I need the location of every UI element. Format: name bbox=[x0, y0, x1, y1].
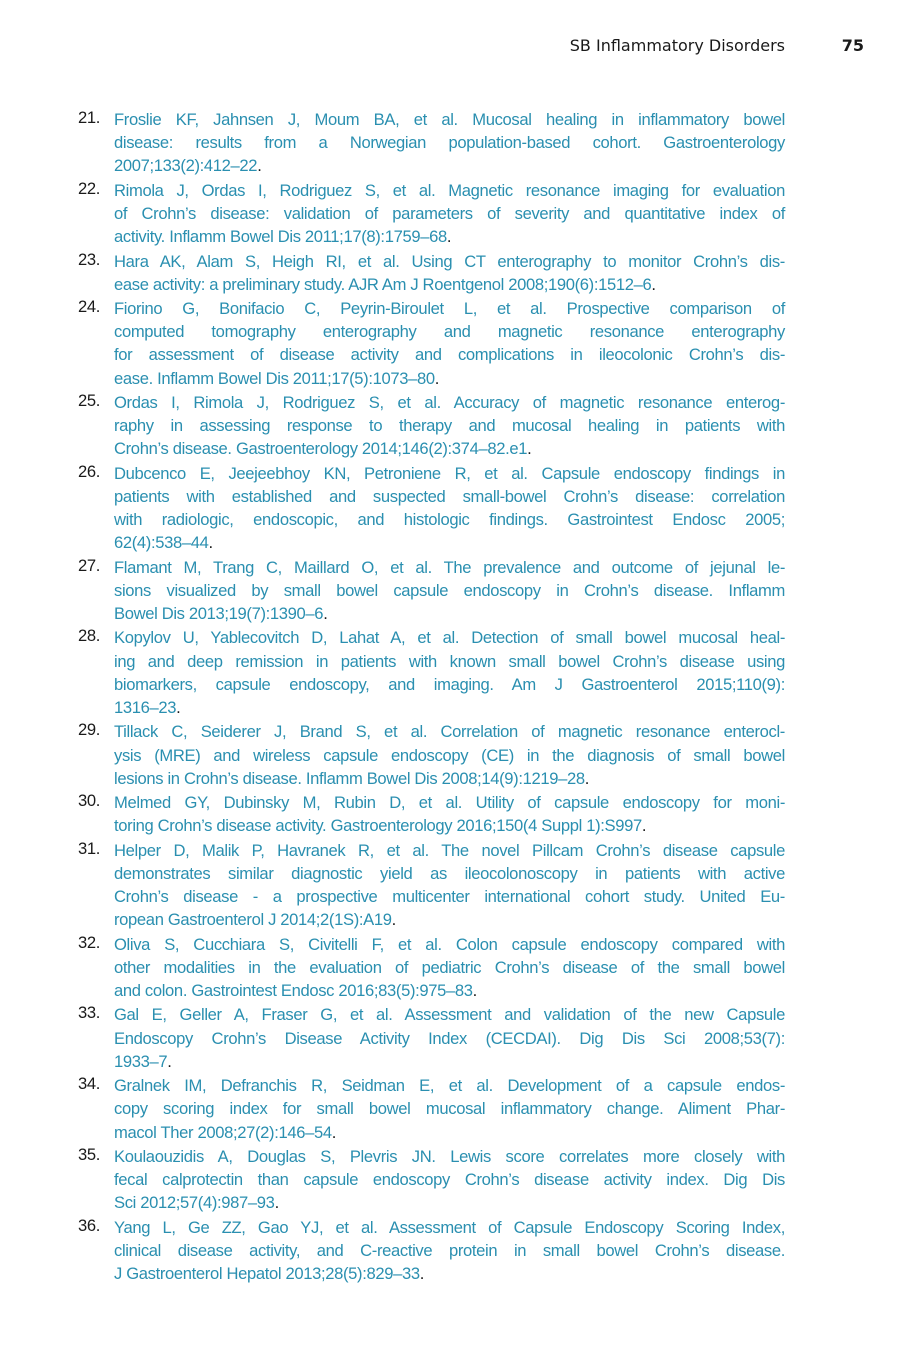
reference-list bbox=[78, 108, 785, 1286]
reference-line bbox=[114, 602, 785, 625]
reference-line-text: ropean Gastroenterol J 2014;2(1S):A19 bbox=[114, 910, 392, 930]
reference-link[interactable] bbox=[114, 839, 785, 932]
reference-item bbox=[78, 791, 785, 837]
reference-line-text: Tillack C, Seiderer J, Brand S, et al. Correlation of magnetic resonance enterocl- bbox=[114, 722, 785, 742]
reference-line-text: toring Crohn’s disease activity. Gastroenterology 2016;150(4 Suppl 1):S997 bbox=[114, 816, 642, 836]
reference-item bbox=[78, 1216, 785, 1286]
reference-line-text: 1933–7 bbox=[114, 1051, 168, 1071]
reference-line-text: 1316–23 bbox=[114, 698, 177, 717]
reference-line bbox=[114, 1168, 785, 1191]
reference-line-text: macol Ther 2008;27(2):146–54 bbox=[114, 1122, 332, 1142]
reference-line-text: disease: results from a Norwegian population-based cohort. Gastroenterology bbox=[114, 133, 785, 153]
reference-line bbox=[114, 485, 785, 508]
reference-link[interactable] bbox=[114, 179, 785, 249]
reference-item bbox=[78, 720, 785, 790]
reference-number: 27. bbox=[78, 555, 101, 575]
reference-line bbox=[114, 1050, 785, 1073]
reference-line bbox=[114, 814, 785, 837]
reference-line bbox=[114, 556, 785, 579]
reference-line-text: Gal E, Geller A, Fraser G, et al. Assessment and validation of the new Capsule bbox=[114, 1005, 785, 1025]
reference-line-text: Koulaouzidis A, Douglas S, Plevris JN. Lewis score correlates more closely with bbox=[114, 1146, 785, 1166]
reference-item bbox=[78, 462, 785, 555]
reference-number: 31. bbox=[78, 838, 101, 858]
reference-number: 36. bbox=[78, 1215, 101, 1235]
reference-line bbox=[114, 250, 785, 273]
reference-line bbox=[114, 1145, 785, 1168]
reference-line bbox=[114, 1121, 785, 1144]
reference-line bbox=[114, 791, 785, 814]
reference-line-text: Bowel Dis 2013;19(7):1390–6 bbox=[114, 604, 324, 624]
reference-line bbox=[114, 108, 785, 131]
reference-link[interactable] bbox=[114, 791, 785, 837]
reference-line bbox=[114, 862, 785, 885]
reference-line bbox=[114, 579, 785, 602]
reference-line bbox=[114, 979, 785, 1002]
reference-link[interactable] bbox=[114, 108, 785, 178]
reference-line-text: Rimola J, Ordas I, Rodriguez S, et al. Magnetic resonance imaging for evaluation bbox=[114, 180, 785, 200]
reference-line bbox=[114, 1003, 785, 1026]
reference-line-text: ing and deep remission in patients with known small bowel Crohn’s disease using bbox=[114, 651, 785, 671]
reference-link[interactable] bbox=[114, 1145, 785, 1215]
reference-number: 24. bbox=[78, 297, 101, 317]
reference-line bbox=[114, 1074, 785, 1097]
reference-line-text: 2007;133(2):412–22 bbox=[114, 156, 258, 176]
reference-line-text: 62(4):538–44 bbox=[114, 533, 209, 553]
reference-line bbox=[114, 273, 785, 296]
reference-line-text: clinical disease activity, and C-reactive protein in small bowel Crohn’s disease. bbox=[114, 1240, 785, 1260]
reference-item bbox=[78, 1145, 785, 1215]
reference-item bbox=[78, 391, 785, 461]
reference-line-text: ease activity: a preliminary study. AJR Am J Roentgenol 2008;190(6):1512–6 bbox=[114, 274, 652, 294]
reference-line-text: patients with established and suspected small-bowel Crohn’s disease: correlation bbox=[114, 486, 785, 506]
reference-number: 21. bbox=[78, 108, 101, 127]
reference-line-text: with radiologic, endoscopic, and histologic findings. Gastrointest Endosc 2005; bbox=[114, 510, 785, 530]
reference-period: . bbox=[641, 816, 647, 836]
reference-period: . bbox=[527, 439, 532, 459]
reference-number: 29. bbox=[78, 720, 101, 740]
reference-line-text: Fiorino G, Bonifacio C, Peyrin-Biroulet L, et al. Prospective comparison of bbox=[114, 299, 785, 319]
reference-line bbox=[114, 1191, 785, 1214]
reference-line bbox=[114, 225, 785, 248]
reference-number: 23. bbox=[78, 249, 101, 269]
reference-line-text: Ordas I, Rimola J, Rodriguez S, et al. Accuracy of magnetic resonance enterog- bbox=[114, 393, 785, 412]
reference-item bbox=[78, 933, 785, 1003]
reference-period: . bbox=[323, 604, 328, 624]
reference-line bbox=[114, 508, 785, 531]
reference-line bbox=[114, 626, 785, 649]
reference-line-text: Sci 2012;57(4):987–93 bbox=[114, 1193, 275, 1213]
reference-line-text: copy scoring index for small bowel mucosal inflammatory change. Aliment Phar- bbox=[114, 1099, 785, 1119]
reference-item bbox=[78, 179, 785, 249]
reference-line-text: lesions in Crohn’s disease. Inflamm Bowel Dis 2008;14(9):1219–28 bbox=[114, 768, 585, 788]
reference-line-text: and colon. Gastrointest Endosc 2016;83(5):975–83 bbox=[114, 981, 473, 1000]
reference-item bbox=[78, 297, 785, 390]
reference-line-text: Gralnek IM, Defranchis R, Seidman E, et al. Development of a capsule endos- bbox=[114, 1076, 785, 1096]
reference-line-text: sions visualized by small bowel capsule endoscopy in Crohn’s disease. Inflamm bbox=[114, 580, 785, 600]
reference-line bbox=[114, 343, 785, 366]
reference-number: 34. bbox=[78, 1074, 101, 1094]
reference-line-text: Froslie KF, Jahnsen J, Moum BA, et al. Mucosal healing in inflammatory bowel bbox=[114, 110, 785, 129]
reference-link[interactable] bbox=[114, 462, 785, 555]
reference-line bbox=[114, 1216, 785, 1239]
reference-line-text: Helper D, Malik P, Havranek R, et al. The novel Pillcam Crohn’s disease capsule bbox=[114, 840, 785, 860]
reference-line-text: Hara AK, Alam S, Heigh RI, et al. Using CT enterography to monitor Crohn’s dis- bbox=[114, 251, 785, 271]
reference-line-text: biomarkers, capsule endoscopy, and imaging. Am J Gastroenterol 2015;110(9): bbox=[114, 674, 785, 694]
reference-link[interactable] bbox=[114, 391, 785, 461]
reference-period: . bbox=[434, 368, 440, 388]
reference-line-text: Crohn’s disease. Gastroenterology 2014;146(2):374–82.e1 bbox=[114, 439, 528, 459]
reference-period: . bbox=[274, 1193, 279, 1213]
reference-link[interactable] bbox=[114, 720, 785, 790]
reference-line bbox=[114, 154, 785, 177]
reference-link[interactable] bbox=[114, 556, 785, 626]
reference-link[interactable] bbox=[114, 1074, 785, 1144]
reference-number: 35. bbox=[78, 1144, 101, 1164]
reference-line-text: Crohn’s disease - a prospective multicenter international cohort study. United Eu- bbox=[114, 887, 785, 907]
reference-item bbox=[78, 250, 785, 296]
reference-line-text: Kopylov U, Yablecovitch D, Lahat A, et al. Detection of small bowel mucosal heal- bbox=[114, 628, 785, 648]
reference-link[interactable] bbox=[114, 1003, 785, 1073]
reference-link[interactable] bbox=[114, 250, 785, 296]
reference-line bbox=[114, 767, 785, 790]
reference-link[interactable] bbox=[114, 1216, 785, 1286]
reference-link[interactable] bbox=[114, 626, 785, 719]
reference-line-text: computed tomography enterography and magnetic resonance enterography bbox=[114, 322, 785, 342]
reference-line bbox=[114, 202, 785, 225]
reference-number: 26. bbox=[78, 461, 101, 481]
reference-period: . bbox=[584, 768, 590, 788]
reference-line bbox=[114, 1027, 785, 1050]
reference-number: 30. bbox=[78, 791, 101, 811]
reference-line bbox=[114, 673, 785, 696]
reference-line bbox=[114, 744, 785, 767]
reference-line bbox=[114, 414, 785, 437]
reference-line bbox=[114, 720, 785, 743]
reference-line-text: Dubcenco E, Jeejeebhoy KN, Petroniene R, et al. Capsule endoscopy findings in bbox=[114, 463, 785, 483]
reference-line bbox=[114, 437, 785, 460]
reference-line bbox=[114, 933, 785, 956]
reference-period: . bbox=[391, 910, 396, 930]
reference-line bbox=[114, 367, 785, 390]
reference-line bbox=[114, 650, 785, 673]
running-header-title: SB Inflammatory Disorders bbox=[569, 36, 785, 55]
reference-period: . bbox=[208, 533, 213, 553]
reference-line bbox=[114, 1262, 785, 1285]
reference-link[interactable] bbox=[114, 933, 785, 1003]
running-header bbox=[0, 36, 900, 60]
reference-line-text: Oliva S, Cucchiara S, Civitelli F, et al. Colon capsule endoscopy compared with bbox=[114, 934, 785, 954]
reference-line bbox=[114, 179, 785, 202]
reference-item bbox=[78, 108, 785, 178]
reference-line bbox=[114, 131, 785, 154]
reference-item bbox=[78, 1003, 785, 1073]
reference-line-text: demonstrates similar diagnostic yield as ileocolonoscopy in patients with active bbox=[114, 863, 785, 883]
reference-line-text: Yang L, Ge ZZ, Gao YJ, et al. Assessment of Capsule Endoscopy Scoring Index, bbox=[114, 1217, 785, 1237]
reference-item bbox=[78, 556, 785, 626]
reference-item bbox=[78, 1074, 785, 1144]
reference-number: 22. bbox=[78, 178, 101, 198]
reference-line bbox=[114, 696, 785, 719]
reference-line-text: for assessment of disease activity and complications in ileocolonic Crohn’s dis- bbox=[114, 345, 785, 365]
reference-line-text: raphy in assessing response to therapy and mucosal healing in patients with bbox=[114, 416, 785, 436]
reference-line bbox=[114, 531, 785, 554]
reference-line-text: activity. Inflamm Bowel Dis 2011;17(8):1759–68 bbox=[114, 227, 447, 247]
reference-line bbox=[114, 1239, 785, 1262]
reference-line bbox=[114, 908, 785, 931]
reference-line-text: fecal calprotectin than capsule endoscopy Crohn’s disease activity index. Dig Dis bbox=[114, 1170, 785, 1190]
reference-line bbox=[114, 391, 785, 414]
reference-item bbox=[78, 839, 785, 932]
reference-period: . bbox=[331, 1122, 337, 1142]
reference-period: . bbox=[446, 227, 452, 247]
reference-line-text: Flamant M, Trang C, Maillard O, et al. The prevalence and outcome of jejunal le- bbox=[114, 557, 785, 577]
reference-line-text: of Crohn’s disease: validation of parameters of severity and quantitative index of bbox=[114, 203, 785, 223]
reference-period: . bbox=[651, 274, 656, 294]
reference-link[interactable] bbox=[114, 297, 785, 390]
reference-line-text: J Gastroenterol Hepatol 2013;28(5):829–33 bbox=[114, 1264, 420, 1283]
reference-line bbox=[114, 297, 785, 320]
reference-line bbox=[114, 839, 785, 862]
reference-line bbox=[114, 1097, 785, 1120]
reference-number: 33. bbox=[78, 1003, 101, 1023]
reference-number: 28. bbox=[78, 626, 101, 646]
reference-period: . bbox=[419, 1264, 425, 1283]
reference-line bbox=[114, 885, 785, 908]
reference-line bbox=[114, 320, 785, 343]
reference-line bbox=[114, 956, 785, 979]
reference-period: . bbox=[167, 1051, 172, 1071]
reference-item bbox=[78, 626, 785, 719]
reference-number: 32. bbox=[78, 932, 101, 952]
reference-period: . bbox=[257, 156, 262, 176]
reference-number: 25. bbox=[78, 391, 101, 410]
reference-period: . bbox=[176, 698, 181, 717]
reference-line-text: Endoscopy Crohn’s Disease Activity Index (CECDAI). Dig Dis Sci 2008;53(7): bbox=[114, 1028, 785, 1048]
reference-line-text: Melmed GY, Dubinsky M, Rubin D, et al. Utility of capsule endoscopy for moni- bbox=[114, 793, 785, 813]
reference-line-text: other modalities in the evaluation of pediatric Crohn’s disease of the small bowel bbox=[114, 957, 785, 977]
reference-period: . bbox=[472, 981, 477, 1000]
page-number: 75 bbox=[841, 36, 864, 55]
reference-line bbox=[114, 462, 785, 485]
reference-line-text: ysis (MRE) and wireless capsule endoscopy (CE) in the diagnosis of small bowel bbox=[114, 745, 785, 765]
reference-line-text: ease. Inflamm Bowel Dis 2011;17(5):1073–80 bbox=[114, 368, 435, 388]
